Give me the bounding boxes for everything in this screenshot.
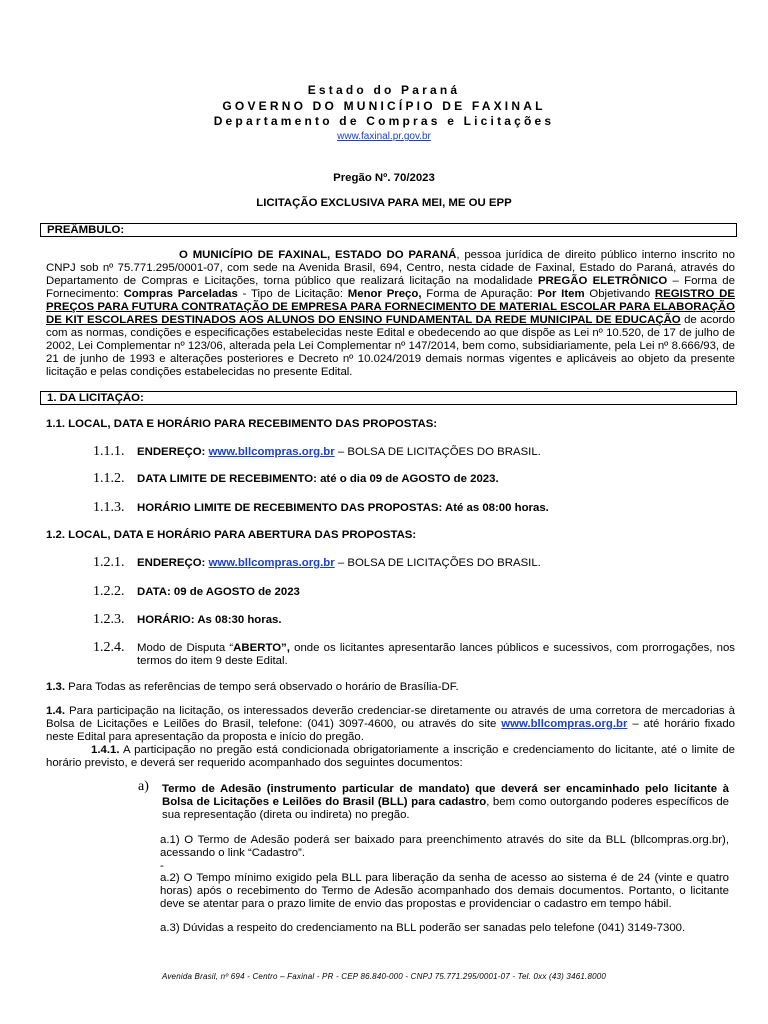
section-1-2-heading: 1.2. LOCAL, DATA E HORÁRIO PARA ABERTURA DAS PROPOSTAS:: [46, 529, 417, 541]
website-line: [0, 130, 768, 143]
item-a2: a.2) O Tempo mínimo exigido pela BLL para liberação da senha de acesso ao sistema é de 24 (vinte e quatro horas) após o recebimento do Termo de Adesão acompanhado dos demais documentos. Portanto, o licitante deve se atentar para o prazo limite de envio das propostas e providenciar o cadastro em tempo hábil.: [160, 872, 729, 910]
preambulo-text: O MUNICÍPIO DE FAXINAL, ESTADO DO PARANÁ, pessoa jurídica de direito público interno inscrito no CNPJ sob nº 75.771.295/0001-07, com sede na Avenida Brasil, 694, Centro, nesta cidade de Faxinal, Estado do Paraná, através do Departamento de Compras e Licitações, torna público que realizará licitação na modalidade PREGÃO ELETRÔNICO – Forma de Fornecimento: Compras Parceladas - Tipo de Licitação: Menor Preço, Forma de Apuração: Por Item Objetivando REGISTRO DE PREÇOS PARA FUTURA CONTRATAÇÃO DE EMPRESA PARA FORNECIMENTO DE MATERIAL ESCOLAR PARA ELABORAÇÃO DE KIT ESCOLARES DESTINADOS AOS ALUNOS DO ENSINO FUNDAMENTAL DA REDE MUNICIPAL DE EDUCAÇÃO de acordo com as normas, condições e especificações estabelecidas neste Edital e obedecendo ao que dispõe as Lei nº 10.520, de 17 de julho de 2002, Lei Complementar nº 123/06, alterada pela Lei Complementar nº 147/2014, bem como, subsidiariamente, pela Lei nº 8.666/93, de 21 de junho de 1993 e alterações posteriores e Decreto nº 10.024/2019 demais normas vigentes e aplicáveis ao objeto da presente licitação e pelas condições estabelecidas no presente Edital.: [46, 249, 735, 378]
department-heading: Departamento de Compras e Licitações: [213, 114, 555, 128]
bll-link[interactable]: www.bllcompras.org.br: [208, 557, 335, 569]
item-1-1-2: 1.1.2. DATA LIMITE DE RECEBIMENTO: até o dia 09 de AGOSTO de 2023.: [93, 471, 499, 486]
licitacao-heading: 1. DA LICITAÇÃO:: [40, 391, 737, 405]
page-footer: Avenida Brasil, nº 694 - Centro – Faxinal - PR - CEP 86.840-000 - CNPJ 75.771.295/0001-07 - Tel. 0xx (43) 3461.8000: [161, 972, 607, 981]
item-1-2-4: 1.2.4. Modo de Disputa “ABERTO”, onde os licitantes apresentarão lances públicos e sucessivos, com prorrogações, nos termos do item 9 deste Edital.: [93, 640, 735, 667]
bll-link[interactable]: www.bllcompras.org.br: [208, 446, 335, 458]
item-1-1-1: 1.1.1. ENDEREÇO: www.bllcompras.org.br – BOLSA DE LICITAÇÕES DO BRASIL.: [93, 444, 541, 459]
item-1-2-2: 1.2.2. DATA: 09 de AGOSTO de 2023: [93, 584, 300, 599]
dash-separator: -: [160, 860, 164, 872]
section-1-4: 1.4. Para participação na licitação, os interessados deverão credenciar-se diretamente ou através de uma corretora de mercadorias à Bolsa de Licitações e Leilões do Brasil, telefone: (041) 3097-4600, ou através do site www.bllcompras.org.br – até horário fixado neste Edital para apresentação da proposta e início do pregão.: [46, 705, 735, 743]
item-a-marker: a): [138, 779, 149, 794]
section-1-4-1: 1.4.1. A participação no pregão está condicionada obrigatoriamente a inscrição e credenciamento do licitante, até o limite de horário previsto, e deverá ser requerido acompanhado dos seguintes documentos:: [46, 744, 735, 769]
section-1-1-heading: 1.1. LOCAL, DATA E HORÁRIO PARA RECEBIMENTO DAS PROPOSTAS:: [46, 418, 438, 430]
pregao-title: Pregão Nº. 70/2023: [333, 172, 435, 184]
item-a-text: Termo de Adesão (instrumento particular de mandato) que deverá ser encaminhado pelo licitante à Bolsa de Licitações e Leilões do Brasil (BLL) para cadastro, bem como outorgando poderes específicos de sua representação (direta ou indireta) no pregão.: [162, 783, 729, 821]
exclusive-notice: LICITAÇÃO EXCLUSIVA PARA MEI, ME OU EPP: [256, 197, 512, 209]
item-1-1-3: 1.1.3. HORÁRIO LIMITE DE RECEBIMENTO DAS PROPOSTAS: Até as 08:00 horas.: [93, 500, 549, 515]
item-a3: a.3) Dúvidas a respeito do credenciamento na BLL poderão ser sanadas pelo telefone (041) 3149-7300.: [160, 922, 686, 934]
section-1-3: 1.3. Para Todas as referências de tempo será observado o horário de Brasília-DF.: [46, 681, 459, 693]
government-heading: GOVERNO DO MUNICÍPIO DE FAXINAL: [222, 99, 546, 113]
item-1-2-1: 1.2.1. ENDEREÇO: www.bllcompras.org.br – BOLSA DE LICITAÇÕES DO BRASIL.: [93, 555, 541, 570]
state-heading: Estado do Paraná: [307, 83, 461, 97]
item-a1: a.1) O Termo de Adesão poderá ser baixado para preenchimento através do site da BLL (bllcompras.org.br), acessando o link “Cadastro”.: [160, 834, 729, 859]
preambulo-heading: PREÂMBULO:: [40, 223, 737, 237]
bll-link[interactable]: www.bllcompras.org.br: [501, 718, 628, 730]
website-link[interactable]: www.faxinal.pr.gov.br: [337, 131, 431, 142]
item-1-2-3: 1.2.3. HORÁRIO: As 08:30 horas.: [93, 612, 282, 627]
